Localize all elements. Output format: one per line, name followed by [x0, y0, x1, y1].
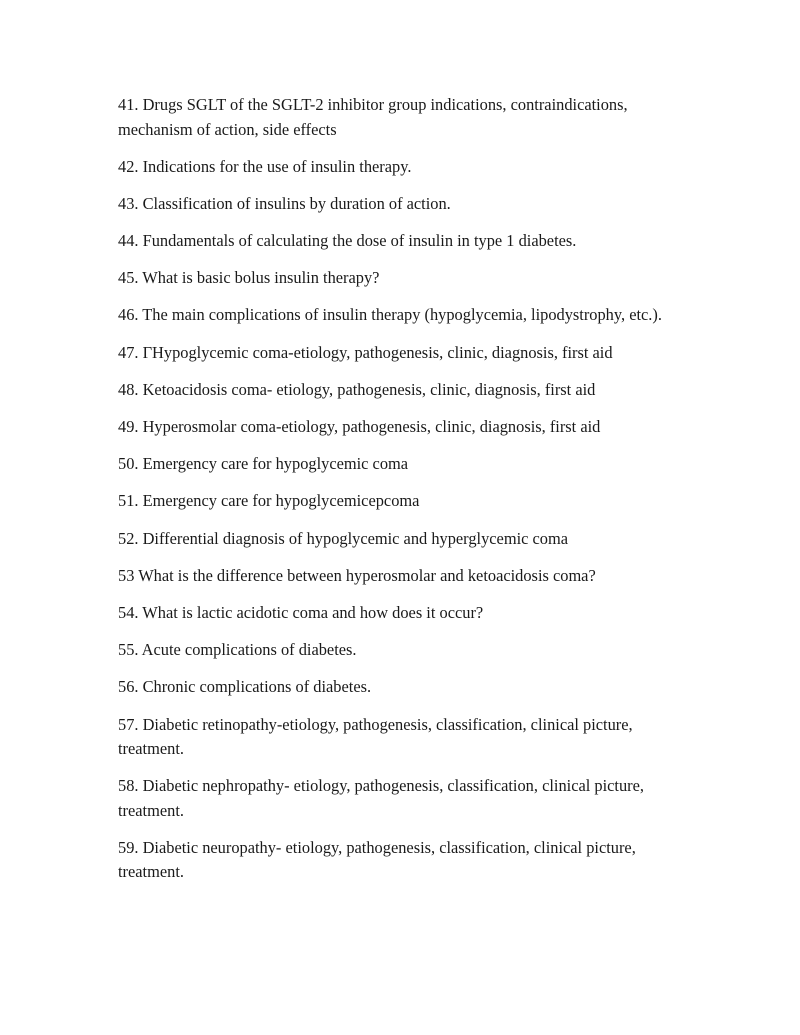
- question-item: 43. Classification of insulins by duration of action.: [118, 193, 451, 213]
- question-item: 58. Diabetic nephropathy- etiology, pathogenesis, classification, clinical picture, treatment.: [118, 776, 645, 820]
- question-item: 50. Emergency care for hypoglycemic coma: [118, 454, 409, 474]
- question-item: 53 What is the difference between hyperosmolar and ketoacidosis coma?: [118, 565, 596, 585]
- question-item: 45. What is basic bolus insulin therapy?: [118, 268, 380, 288]
- question-item: 49. Hyperosmolar coma-etiology, pathogenesis, clinic, diagnosis, first aid: [118, 417, 601, 436]
- question-item: 42. Indications for the use of insulin therapy.: [118, 156, 412, 176]
- question-item: 41. Drugs SGLT of the SGLT-2 inhibitor group indications, contraindications, mechanism of action, side effects: [118, 95, 628, 139]
- question-item: 46. The main complications of insulin therapy (hypoglycemia, lipodystrophy, etc.).: [118, 305, 662, 325]
- question-item: 52. Differential diagnosis of hypoglycemic and hyperglycemic coma: [118, 528, 569, 548]
- question-item: 47. ГHypoglycemic coma-etiology, pathogenesis, clinic, diagnosis, first aid: [118, 342, 613, 362]
- question-item: 55. Acute complications of diabetes.: [118, 640, 357, 660]
- question-list: [118, 93, 698, 898]
- question-item: 56. Chronic complications of diabetes.: [118, 677, 372, 697]
- question-item: 51. Emergency care for hypoglycemicepcoma: [118, 491, 420, 511]
- question-item: 59. Diabetic neuropathy- etiology, pathogenesis, classification, clinical picture, treatment.: [118, 837, 636, 882]
- question-item: 54. What is lactic acidotic coma and how does it occur?: [118, 602, 484, 622]
- question-item: 44. Fundamentals of calculating the dose of insulin in type 1 diabetes.: [118, 231, 577, 251]
- question-item: 57. Diabetic retinopathy-etiology, pathogenesis, classification, clinical picture, treatment.: [118, 714, 633, 758]
- question-item: 48. Ketoacidosis coma- etiology, pathogenesis, clinic, diagnosis, first aid: [118, 379, 596, 399]
